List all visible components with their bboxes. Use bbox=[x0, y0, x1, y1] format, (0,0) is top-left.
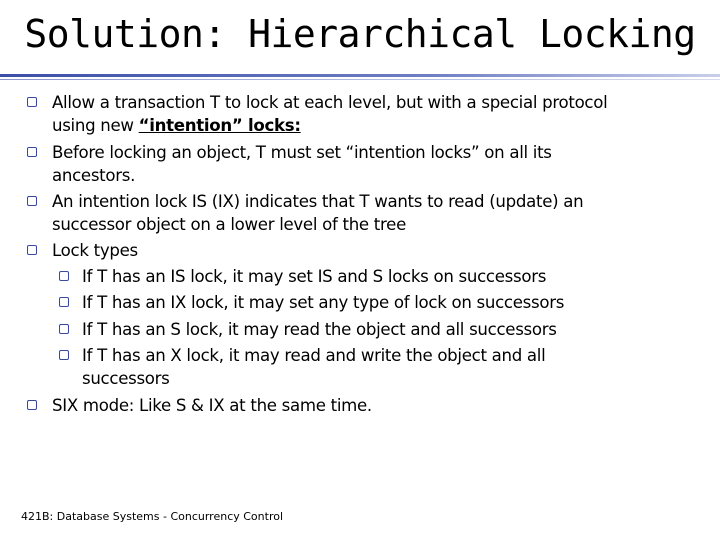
bullet-3-line-2: successor object on a lower level of the tree bbox=[52, 215, 406, 234]
intention-locks-emphasis: “intention” locks: bbox=[138, 116, 301, 135]
bullet-4: Lock types bbox=[52, 241, 138, 260]
sub-bullet-4-line-1: If T has an X lock, it may read and write the object and all bbox=[82, 346, 546, 365]
title-underline bbox=[0, 74, 720, 77]
bullet-1-line-2-text: using new bbox=[52, 116, 139, 135]
sub-bullet-square-icon bbox=[59, 297, 69, 307]
sub-bullet-1: If T has an IS lock, it may set IS and S locks on successors bbox=[82, 267, 547, 286]
bullet-1-line-2 bbox=[52, 114, 301, 138]
bullet-3-line-1: An intention lock IS (IX) indicates that T wants to read (update) an bbox=[52, 192, 584, 211]
sub-bullet-square-icon bbox=[59, 350, 69, 360]
bullet-square-icon bbox=[27, 196, 37, 206]
bullet-square-icon bbox=[27, 147, 37, 157]
bullet-square-icon bbox=[27, 400, 37, 410]
bullet-2-line-2: ancestors. bbox=[52, 166, 136, 185]
sub-bullet-square-icon bbox=[59, 271, 69, 281]
bullet-square-icon bbox=[27, 245, 37, 255]
sub-bullet-2: If T has an IX lock, it may set any type of lock on successors bbox=[82, 293, 565, 312]
slide-title: Solution: Hierarchical Locking bbox=[24, 12, 696, 56]
slide-footer: 421B: Database Systems - Concurrency Control bbox=[21, 510, 284, 523]
bullet-2-line-1: Before locking an object, T must set “intention locks” on all its bbox=[52, 143, 552, 162]
bullet-5: SIX mode: Like S & IX at the same time. bbox=[52, 396, 372, 415]
bullet-square-icon bbox=[27, 97, 37, 107]
bullet-1-line-1: Allow a transaction T to lock at each level, but with a special protocol bbox=[52, 93, 608, 112]
sub-bullet-square-icon bbox=[59, 324, 69, 334]
sub-bullet-4-line-2: successors bbox=[82, 369, 170, 388]
title-underline-secondary bbox=[0, 79, 720, 80]
sub-bullet-3: If T has an S lock, it may read the object and all successors bbox=[82, 320, 557, 339]
